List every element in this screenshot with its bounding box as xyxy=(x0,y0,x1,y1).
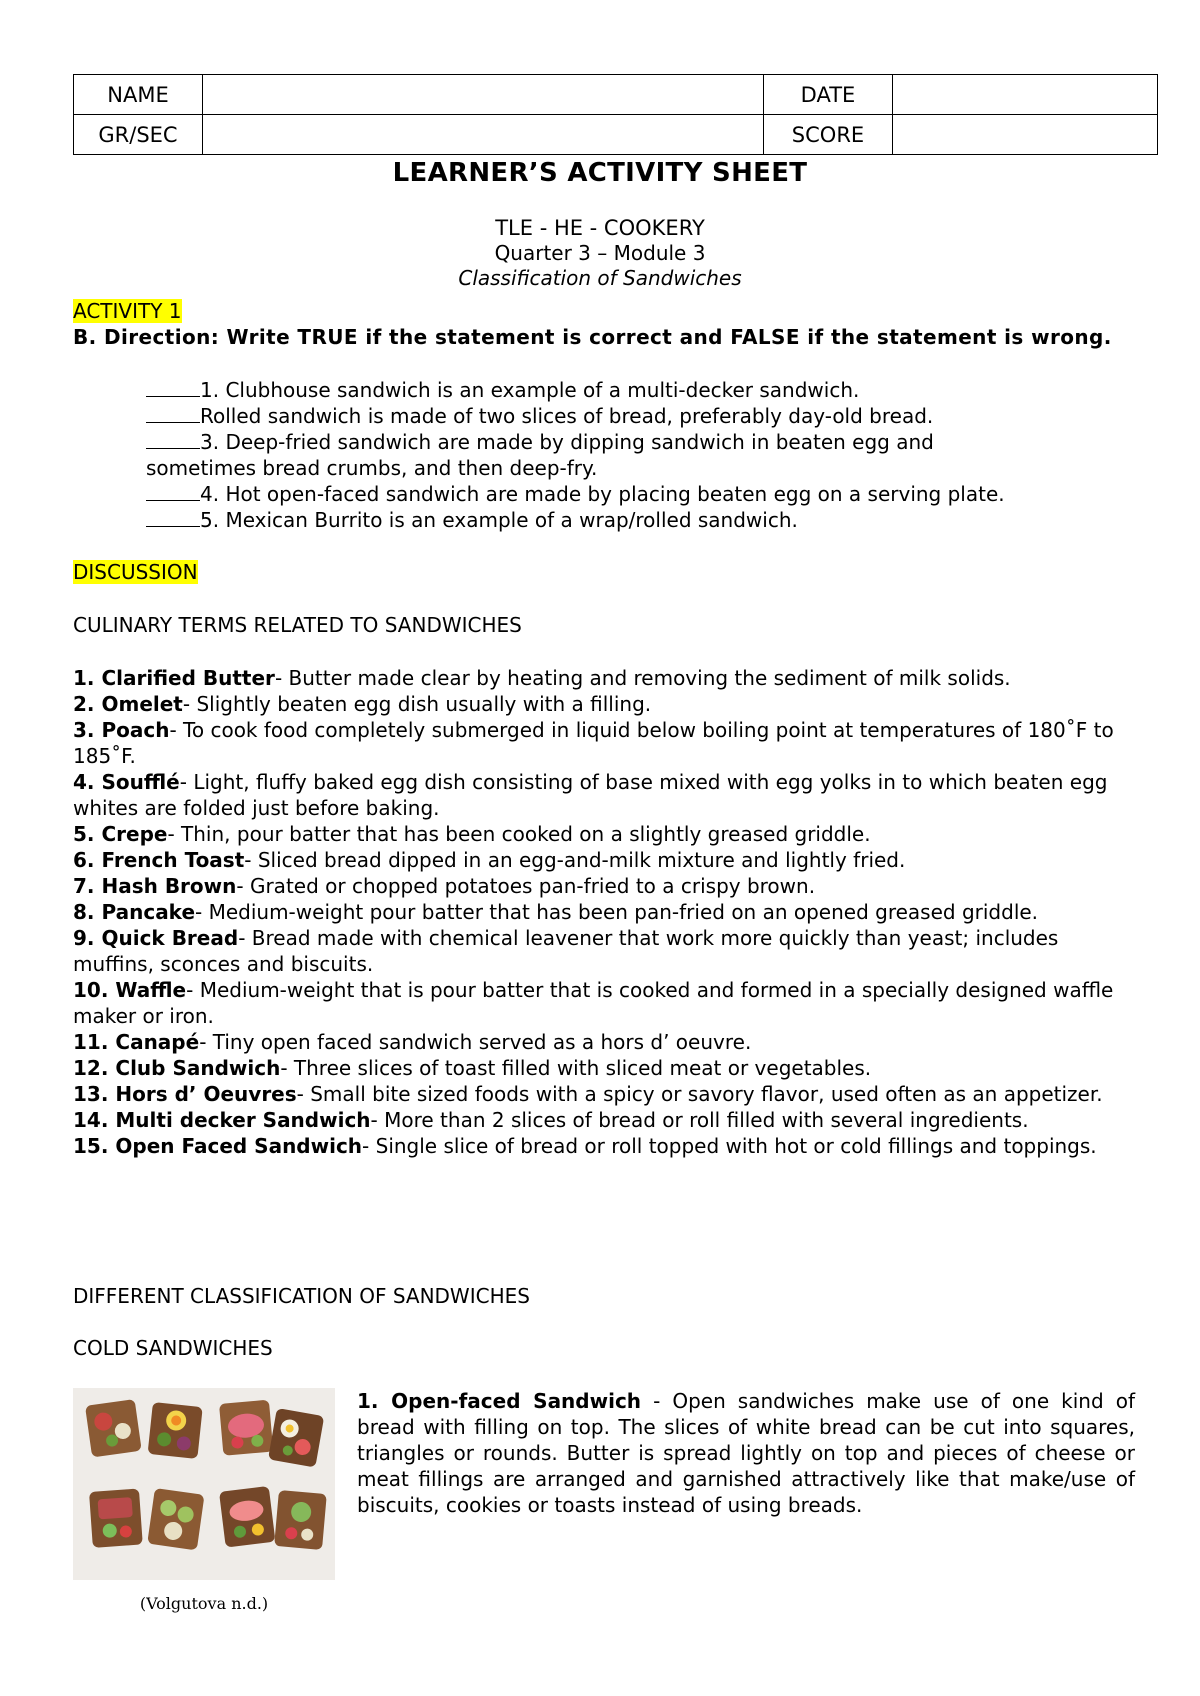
open-sandwich-illustration xyxy=(73,1388,335,1580)
culinary-term-item xyxy=(73,769,1133,821)
culinary-term-definition: - Slightly beaten egg dish usually with a filling. xyxy=(182,692,652,716)
culinary-term-name: 14. Multi decker Sandwich xyxy=(73,1108,371,1132)
date-field[interactable] xyxy=(893,75,1158,115)
culinary-term-item xyxy=(73,1055,1133,1081)
score-label: SCORE xyxy=(764,115,893,155)
culinary-term-definition: - Bread made with chemical leavener that work more quickly than yeast; includes muffins, sconces and biscuits. xyxy=(73,926,1059,976)
culinary-term-definition: - Small bite sized foods with a spicy or savory flavor, used often as an appetizer. xyxy=(296,1082,1103,1106)
answer-blank[interactable] xyxy=(146,378,200,397)
culinary-term-definition: - Medium-weight that is pour batter that is cooked and formed in a specially designed waffle maker or iron. xyxy=(73,978,1114,1028)
answer-blank[interactable] xyxy=(146,404,200,423)
culinary-term-item xyxy=(73,873,1133,899)
activity-item xyxy=(146,429,1136,455)
item-text: Rolled sandwich is made of two slices of bread, preferably day-old bread. xyxy=(200,404,934,428)
culinary-term-name: 13. Hors d’ Oeuvres xyxy=(73,1082,297,1106)
grsec-label: GR/SEC xyxy=(74,115,203,155)
culinary-term-definition: - To cook food completely submerged in liquid below boiling point at temperatures of 180˚F to 185˚F. xyxy=(73,718,1114,768)
culinary-term-definition: - Grated or chopped potatoes pan-fried to a crispy brown. xyxy=(236,874,816,898)
culinary-terms-list xyxy=(73,665,1133,1159)
name-field[interactable] xyxy=(203,75,764,115)
culinary-term-definition: - Butter made clear by heating and removing the sediment of milk solids. xyxy=(274,666,1011,690)
culinary-term-item xyxy=(73,1107,1133,1133)
culinary-term-name: 8. Pancake xyxy=(73,900,196,924)
culinary-term-name: 11. Canapé xyxy=(73,1030,200,1054)
culinary-term-item xyxy=(73,821,1133,847)
culinary-term-item xyxy=(73,1029,1133,1055)
open-faced-definition: - Open sandwiches make use of one kind of bread with filling on top. The slices of white bread can be cut into squares, triangles or rounds. Butter is spread lightly on top and pieces of cheese or meat fillings are arranged and garnished attractively like that make/use of biscuits, cookies or toasts instead of using breads. xyxy=(357,1389,1135,1517)
culinary-term-definition: - Tiny open faced sandwich served as a hors d’ oeuvre. xyxy=(199,1030,752,1054)
discussion-heading xyxy=(73,560,198,584)
culinary-term-name: 15. Open Faced Sandwich xyxy=(73,1134,363,1158)
culinary-term-item xyxy=(73,1081,1133,1107)
culinary-term-definition: - Sliced bread dipped in an egg-and-milk mixture and lightly fried. xyxy=(244,848,906,872)
cold-sandwiches-heading: COLD SANDWICHES xyxy=(73,1336,273,1360)
score-field[interactable] xyxy=(893,115,1158,155)
answer-blank[interactable] xyxy=(146,430,200,449)
date-label: DATE xyxy=(764,75,893,115)
activity-direction: B. Direction: Write TRUE if the statement is correct and FALSE if the statement is wrong. xyxy=(73,325,1112,349)
activity-item xyxy=(146,403,1136,429)
culinary-term-name: 9. Quick Bread xyxy=(73,926,239,950)
culinary-term-definition: - Three slices of toast filled with sliced meat or vegetables. xyxy=(280,1056,872,1080)
culinary-term-name: 6. French Toast xyxy=(73,848,245,872)
activity-heading xyxy=(73,299,182,323)
activity-item xyxy=(146,481,1136,507)
item-text: 4. Hot open-faced sandwich are made by placing beaten egg on a serving plate. xyxy=(200,482,1005,506)
grsec-field[interactable] xyxy=(203,115,764,155)
culinary-term-name: 4. Soufflé xyxy=(73,770,180,794)
culinary-term-name: 2. Omelet xyxy=(73,692,183,716)
item-text: 1. Clubhouse sandwich is an example of a multi-decker sandwich. xyxy=(200,378,860,402)
open-faced-term: 1. Open-faced Sandwich xyxy=(357,1389,642,1413)
discussion-heading-text: DISCUSSION xyxy=(73,560,198,584)
culinary-term-item xyxy=(73,1133,1133,1159)
culinary-term-definition: - Light, fluffy baked egg dish consisting of base mixed with egg yolks in to which beaten egg whites are folded just before baking. xyxy=(73,770,1108,820)
classification-heading: DIFFERENT CLASSIFICATION OF SANDWICHES xyxy=(73,1284,530,1308)
culinary-term-item xyxy=(73,977,1133,1029)
activity-items xyxy=(146,377,1136,533)
answer-blank[interactable] xyxy=(146,508,200,527)
culinary-terms-heading: CULINARY TERMS RELATED TO SANDWICHES xyxy=(73,613,522,637)
culinary-term-item xyxy=(73,717,1133,769)
activity-heading-text: ACTIVITY 1 xyxy=(73,299,182,323)
culinary-term-definition: - More than 2 slices of bread or roll filled with several ingredients. xyxy=(370,1108,1029,1132)
open-sandwich-photo xyxy=(73,1388,335,1580)
item-text: 3. Deep-fried sandwich are made by dipping sandwich in beaten egg and xyxy=(200,430,934,454)
quarter-line: Quarter 3 – Module 3 xyxy=(494,241,706,265)
open-faced-sandwich-description xyxy=(357,1388,1135,1518)
culinary-term-item xyxy=(73,899,1133,925)
culinary-term-item xyxy=(73,847,1133,873)
culinary-term-definition: - Medium-weight pour batter that has been pan-fried on an opened greased griddle. xyxy=(195,900,1039,924)
culinary-term-name: 5. Crepe xyxy=(73,822,168,846)
culinary-term-name: 10. Waffle xyxy=(73,978,187,1002)
subject-line: TLE - HE - COOKERY xyxy=(495,216,705,240)
culinary-term-name: 7. Hash Brown xyxy=(73,874,237,898)
activity-item xyxy=(146,507,1136,533)
culinary-term-item xyxy=(73,665,1133,691)
topic-line: Classification of Sandwiches xyxy=(458,266,742,290)
culinary-term-item xyxy=(73,691,1133,717)
culinary-term-name: 3. Poach xyxy=(73,718,170,742)
photo-caption: (Volgutova n.d.) xyxy=(139,1594,269,1613)
culinary-term-item xyxy=(73,925,1133,977)
sheet-title: LEARNER’S ACTIVITY SHEET xyxy=(392,158,808,188)
student-info-table xyxy=(73,74,1158,155)
culinary-term-definition: - Thin, pour batter that has been cooked on a slightly greased griddle. xyxy=(167,822,871,846)
activity-item xyxy=(146,377,1136,403)
culinary-term-name: 1. Clarified Butter xyxy=(73,666,275,690)
item-text: 5. Mexican Burrito is an example of a wrap/rolled sandwich. xyxy=(200,508,798,532)
name-label: NAME xyxy=(74,75,203,115)
answer-blank[interactable] xyxy=(146,482,200,501)
activity-item-continuation: sometimes bread crumbs, and then deep-fry. xyxy=(146,456,598,480)
culinary-term-name: 12. Club Sandwich xyxy=(73,1056,281,1080)
culinary-term-definition: - Single slice of bread or roll topped with hot or cold fillings and toppings. xyxy=(362,1134,1097,1158)
